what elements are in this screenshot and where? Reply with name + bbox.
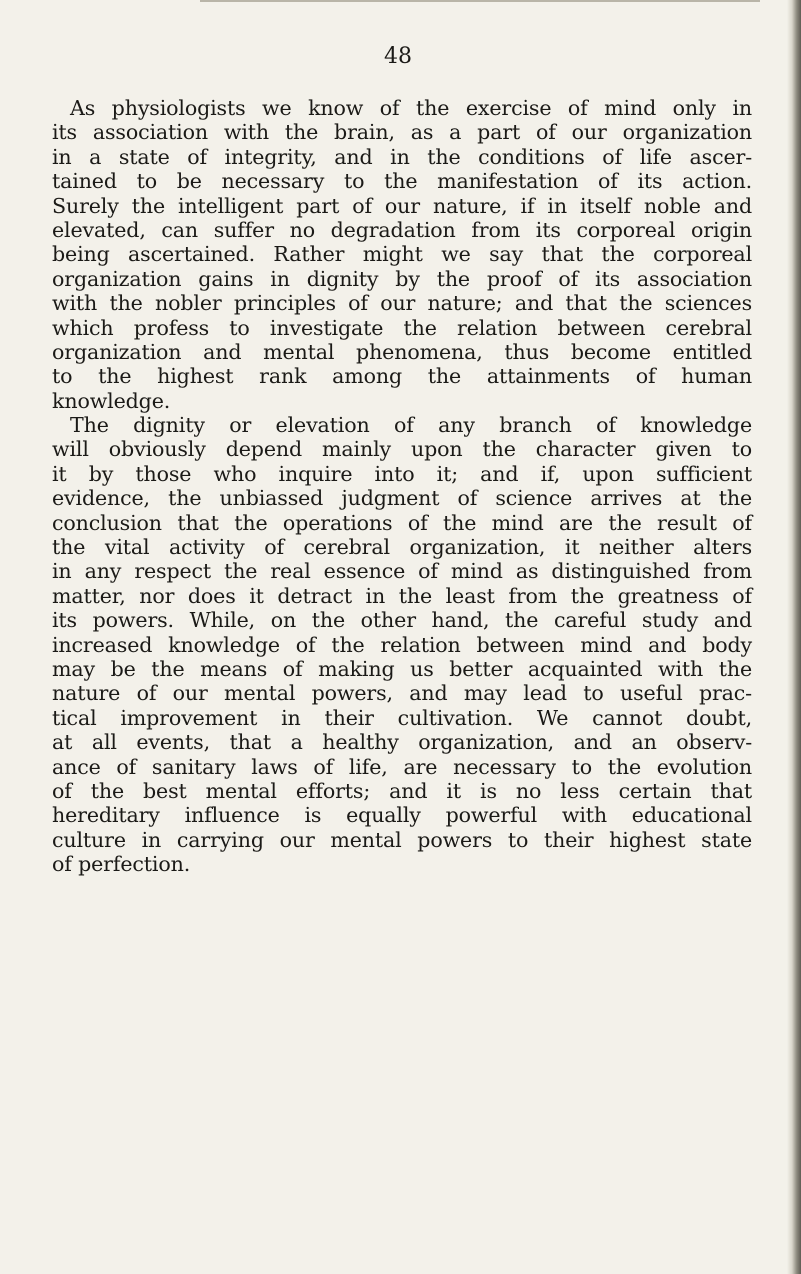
text-line: it by those who inquire into it; and if, upon sufficient xyxy=(52,461,752,486)
page-number: 48 xyxy=(384,44,412,69)
text-line: being ascertained. Rather might we say that the corporeal xyxy=(52,242,752,267)
text-line: elevated, can suffer no degradation from its corporeal origin xyxy=(52,217,752,242)
page-top-edge xyxy=(200,0,760,2)
text-line: tical improvement in their cultivation. We cannot doubt, xyxy=(52,705,752,730)
text-line: in a state of integrity, and in the conditions of life ascer- xyxy=(52,144,752,169)
text-line: matter, nor does it detract in the least from the greatness of xyxy=(52,583,752,608)
text-line: hereditary influence is equally powerful with educational xyxy=(52,803,752,828)
text-line: As physiologists we know of the exercise of mind only in xyxy=(70,96,752,120)
text-line: the vital activity of cerebral organization, it neither alters xyxy=(52,535,752,560)
text-line: ance of sanitary laws of life, are necessary to the evolution xyxy=(52,754,752,779)
text-line: at all events, that a healthy organization, and an observ- xyxy=(52,730,752,755)
text-line: its powers. While, on the other hand, the careful study and xyxy=(52,608,752,633)
text-line: conclusion that the operations of the mind are the result of xyxy=(52,510,752,535)
body-text xyxy=(52,96,752,877)
text-line: of the best mental efforts; and it is no less certain that xyxy=(52,778,752,803)
text-line: organization gains in dignity by the proof of its association xyxy=(52,266,752,291)
text-line: of perfection. xyxy=(52,852,191,877)
text-line: which profess to investigate the relation between cerebral xyxy=(52,315,752,340)
text-line: increased knowledge of the relation between mind and body xyxy=(52,632,752,657)
text-line: nature of our mental powers, and may lead to useful prac- xyxy=(52,681,752,706)
text-line: knowledge. xyxy=(52,388,171,413)
text-line: Surely the intelligent part of our nature, if in itself noble and xyxy=(52,193,752,218)
text-line: tained to be necessary to the manifestation of its action. xyxy=(52,169,752,194)
text-line: its association with the brain, as a part of our organization xyxy=(52,120,752,145)
text-line: in any respect the real essence of mind as distinguished from xyxy=(52,559,752,584)
text-line: The dignity or elevation of any branch of knowledge xyxy=(70,413,752,438)
binding-edge xyxy=(787,0,801,1274)
text-line: evidence, the unbiassed judgment of science arrives at the xyxy=(52,486,752,511)
text-line: with the nobler principles of our nature; and that the sciences xyxy=(52,291,752,316)
text-line: to the highest rank among the attainments of human xyxy=(52,364,752,389)
text-line: culture in carrying our mental powers to their highest state xyxy=(52,827,752,852)
text-line: organization and mental phenomena, thus become entitled xyxy=(52,339,752,364)
text-line: may be the means of making us better acquainted with the xyxy=(52,656,752,681)
text-line: will obviously depend mainly upon the character given to xyxy=(52,437,752,462)
